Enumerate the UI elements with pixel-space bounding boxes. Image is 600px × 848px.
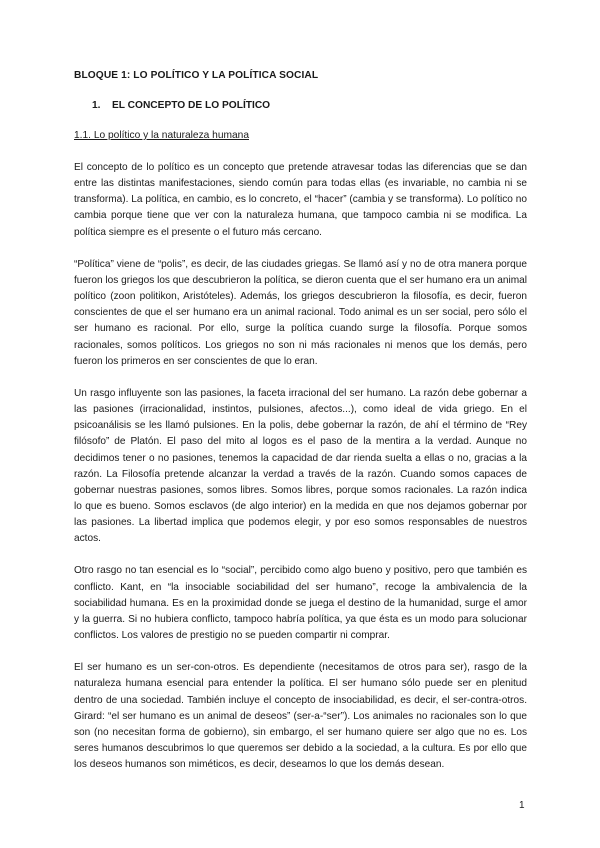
section-heading bbox=[92, 100, 527, 111]
paragraph-2: “Política” viene de “polis”, es decir, de las ciudades griegas. Se llamó así y no de otra manera porque fueron los griegos los que descubrieron la política, se dieron cuenta que el ser humano era un animal político (zoon politikon, Aristóteles). Además, los griegos descubrieron la filosofía, es decir, fueron conscientes de que el ser humano era un animal racional. Todo animal es un ser social, pero sólo el ser humano es racional. Por ello, surge la política cuando surge la filosofía. Porque somos racionales, somos políticos. Los griegos no son ni más racionales ni menos que los demás, pero fueron los primeros en ser conscientes de que lo eran. bbox=[74, 258, 527, 367]
paragraph-5: El ser humano es un ser-con-otros. Es dependiente (necesitamos de otros para ser), rasgo de la naturaleza humana esencial para entender la política. El ser humano sólo puede ser en plenitud dentro de una sociedad. También incluye el concepto de insociabilidad, es decir, el ser-contra-otros. Girard: “el ser humano es un animal de deseos” (ser-a-“ser”). Los animales no racionales son lo que son (no necesitan forma de gobierno), sin embargo, el ser humano quiere ser algo que no es. Los seres humanos descubrimos lo que queremos ser debido a la sociedad, a la cultura. Es por ello que los deseos humanos son miméticos, es decir, deseamos lo que los demás desean. bbox=[74, 662, 527, 771]
paragraph-4: Otro rasgo no tan esencial es lo “social”, percibido como algo bueno y positivo, pero que también es conflicto. Kant, en “la insociable sociabilidad del ser humano”, recoge la ambivalencia de la sociabilidad humana. Es en la proximidad donde se juega el destino de la humanidad, surge el amor y la guerra. Si no hubiera conflicto, tampoco habría política, ya que ésta es un modo para solucionar conflictos. Los valores de prestigio no se pueden compartir ni comprar. bbox=[74, 565, 527, 642]
paragraph-1: El concepto de lo político es un concepto que pretende atravesar todas las diferencias que se dan entre las distintas manifestaciones, siendo común para todas ellas (es invariable, no cambia ni se transforma). La política, en cambio, es lo concreto, el “hacer” (cambia y se transforma). Lo político no cambia porque tiene que ver con la naturaleza humana, que tampoco cambia ni se modifica. La política siempre es el presente o el futuro más cercano. bbox=[74, 162, 527, 238]
page-content bbox=[74, 70, 527, 789]
section-title: EL CONCEPTO DE LO POLÍTICO bbox=[112, 100, 271, 111]
subsection-heading: 1.1. Lo político y la naturaleza humana bbox=[74, 130, 249, 141]
block-title: BLOQUE 1: LO POLÍTICO Y LA POLÍTICA SOCIAL bbox=[74, 70, 319, 81]
paragraph-3: Un rasgo influyente son las pasiones, la faceta irracional del ser humano. La razón debe gobernar a las pasiones (irracionalidad, instintos, pulsiones, afectos...), como ideal de vida griego. En el psicoanálisis se les llamó pulsiones. En la polis, debe gobernar la razón, de ahí el término de “Rey filósofo” de Platón. El paso del mito al logos es el paso de la mentira a la verdad. Aunque no decidimos tener o no pasiones, tenemos la capacidad de dar rienda suelta a ellas o no, gracias a la razón. La Filosofía pretende alcanzar la verdad a través de la razón. Cuando somos capaces de gobernar nuestras pasiones, somos libres. Somos libres, porque somos racionales. La razón indica lo que es bueno. Somos esclavos (de algo interior) en la medida en que nos dejamos gobernar por las pasiones. La libertad implica que podemos elegir, y por eso somos responsables de nuestros actos. bbox=[74, 387, 527, 545]
section-number: 1. bbox=[92, 100, 101, 111]
page-number: 1 bbox=[519, 800, 525, 811]
